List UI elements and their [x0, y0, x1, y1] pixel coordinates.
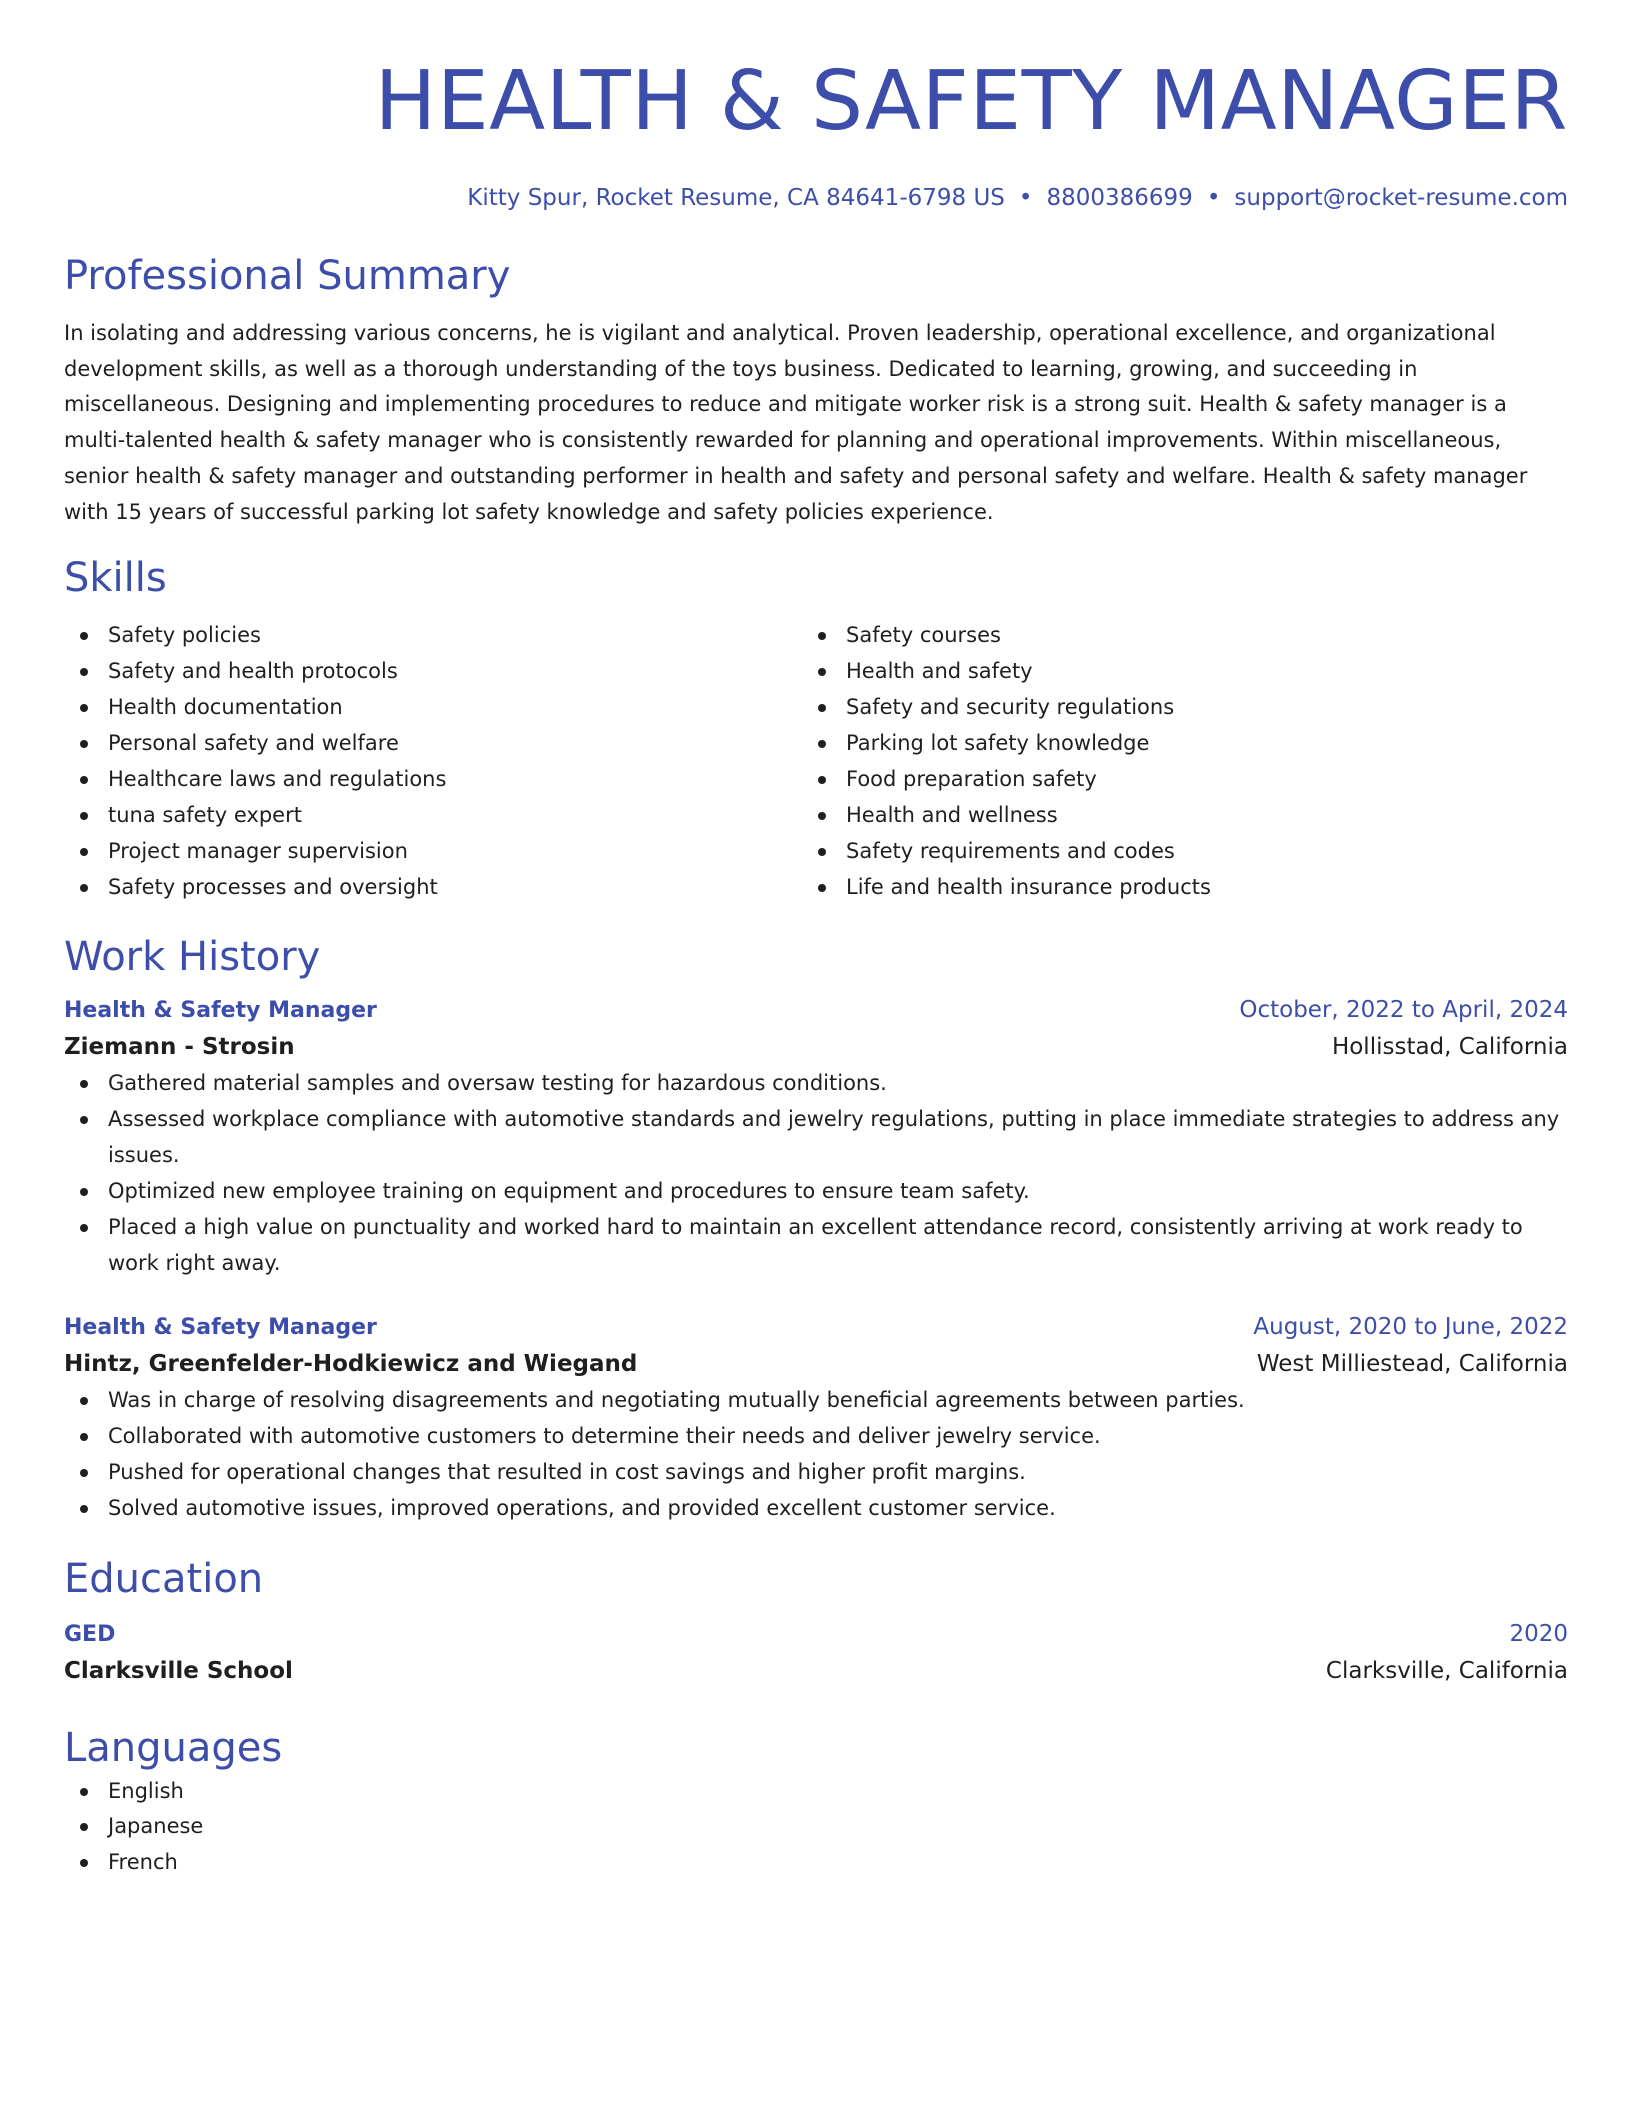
languages-section [64, 1722, 1568, 1882]
job-company: Hintz, Greenfelder-Hodkiewicz and Wiegand [64, 1350, 638, 1377]
skill-item: Safety policies [64, 618, 802, 654]
contact-line [64, 182, 1568, 214]
skill-item: Safety and security regulations [802, 690, 1540, 726]
resume-header [64, 52, 1568, 214]
job-bullet: Assessed workplace compliance with automotive standards and jewelry regulations, putting in place immediate strategies to address any issues. [64, 1102, 1568, 1174]
work-history-section [64, 931, 1568, 1526]
skills-section [64, 552, 1568, 905]
skill-item: Project manager supervision [64, 834, 802, 870]
job-bullet: Gathered material samples and oversaw testing for hazardous conditions. [64, 1066, 1568, 1102]
job-location: Hollisstad, California [1331, 1034, 1568, 1061]
education-heading: Education [64, 1555, 264, 1602]
job-employer-row [64, 1028, 1568, 1066]
skill-item: Healthcare laws and regulations [64, 762, 802, 798]
skill-item: Life and health insurance products [802, 870, 1540, 906]
candidate-title: HEALTH & SAFETY MANAGER [374, 54, 1568, 149]
skill-item: Safety requirements and codes [802, 834, 1540, 870]
education-degree: GED [64, 1621, 116, 1647]
contact-separator: • [1206, 185, 1221, 211]
language-item: French [64, 1845, 1568, 1881]
work-history-heading: Work History [64, 934, 321, 981]
languages-heading: Languages [64, 1724, 283, 1771]
job-bullet: Collaborated with automotive customers to determine their needs and deliver jewelry service. [64, 1419, 1568, 1455]
job-location: West Milliestead, California [1256, 1350, 1568, 1377]
job-role: Health & Safety Manager [64, 998, 377, 1024]
skill-item: Safety processes and oversight [64, 870, 802, 906]
education-location: Clarksville, California [1325, 1657, 1568, 1684]
skills-list-left [64, 618, 802, 905]
job-entry [64, 1310, 1568, 1527]
skill-item: tuna safety expert [64, 798, 802, 834]
education-entry [64, 1617, 1568, 1690]
job-entry [64, 993, 1568, 1281]
skill-item: Parking lot safety knowledge [802, 726, 1540, 762]
skill-item: Personal safety and welfare [64, 726, 802, 762]
job-dates: October, 2022 to April, 2024 [1239, 997, 1568, 1024]
job-bullet: Optimized new employee training on equipment and procedures to ensure team safety. [64, 1174, 1568, 1210]
skill-item: Health and safety [802, 654, 1540, 690]
language-item: English [64, 1774, 1568, 1810]
job-header-row [64, 1310, 1568, 1345]
education-section [64, 1553, 1568, 1690]
skill-item: Health documentation [64, 690, 802, 726]
skills-column-left [64, 618, 802, 905]
job-bullet: Was in charge of resolving disagreements and negotiating mutually beneficial agreements between parties. [64, 1383, 1568, 1419]
education-header-row [64, 1617, 1568, 1652]
summary-heading: Professional Summary [64, 253, 511, 299]
contact-address: Kitty Spur, Rocket Resume, CA 84641-6798 US [467, 185, 1005, 211]
skill-item: Safety courses [802, 618, 1540, 654]
summary-text: In isolating and addressing various concerns, he is vigilant and analytical. Proven leadership, operational excellence, and organizational development skills, as well as a thorough understanding of the toys business. Dedicated to learning, growing, and succeeding in miscellaneous. Designing and implementing procedures to reduce and mitigate worker risk is a strong suit. Health & safety manager is a multi-talented health & safety manager who is consistently rewarded for planning and operational improvements. Within miscellaneous, senior health & safety manager and outstanding performer in health and safety and personal safety and welfare. Health & safety manager with 15 years of successful parking lot safety knowledge and safety policies experience. [64, 321, 1528, 524]
skill-item: Food preparation safety [802, 762, 1540, 798]
contact-separator: • [1018, 185, 1033, 211]
education-school: Clarksville School [64, 1657, 293, 1684]
skills-heading: Skills [64, 555, 167, 602]
job-bullets [64, 1066, 1568, 1281]
skills-list-right [802, 618, 1540, 905]
skill-item: Health and wellness [802, 798, 1540, 834]
contact-phone: 8800386699 [1046, 185, 1193, 211]
job-bullet: Solved automotive issues, improved operations, and provided excellent customer service. [64, 1491, 1568, 1527]
job-bullets [64, 1383, 1568, 1527]
job-bullet: Pushed for operational changes that resulted in cost savings and higher profit margins. [64, 1455, 1568, 1491]
skills-grid [64, 618, 1568, 905]
language-item: Japanese [64, 1809, 1568, 1845]
job-header-row [64, 993, 1568, 1028]
job-bullet: Placed a high value on punctuality and worked hard to maintain an excellent attendance record, consistently arriving at work ready to work right away. [64, 1210, 1568, 1282]
skills-column-right [802, 618, 1540, 905]
skill-item: Safety and health protocols [64, 654, 802, 690]
job-dates: August, 2020 to June, 2022 [1253, 1313, 1568, 1340]
contact-email: support@rocket-resume.com [1234, 185, 1568, 211]
job-employer-row [64, 1345, 1568, 1383]
education-school-row [64, 1652, 1568, 1690]
summary-section [64, 250, 1568, 530]
job-company: Ziemann - Strosin [64, 1034, 295, 1061]
job-role: Health & Safety Manager [64, 1314, 377, 1340]
education-year: 2020 [1509, 1620, 1568, 1647]
languages-list [64, 1774, 1568, 1882]
